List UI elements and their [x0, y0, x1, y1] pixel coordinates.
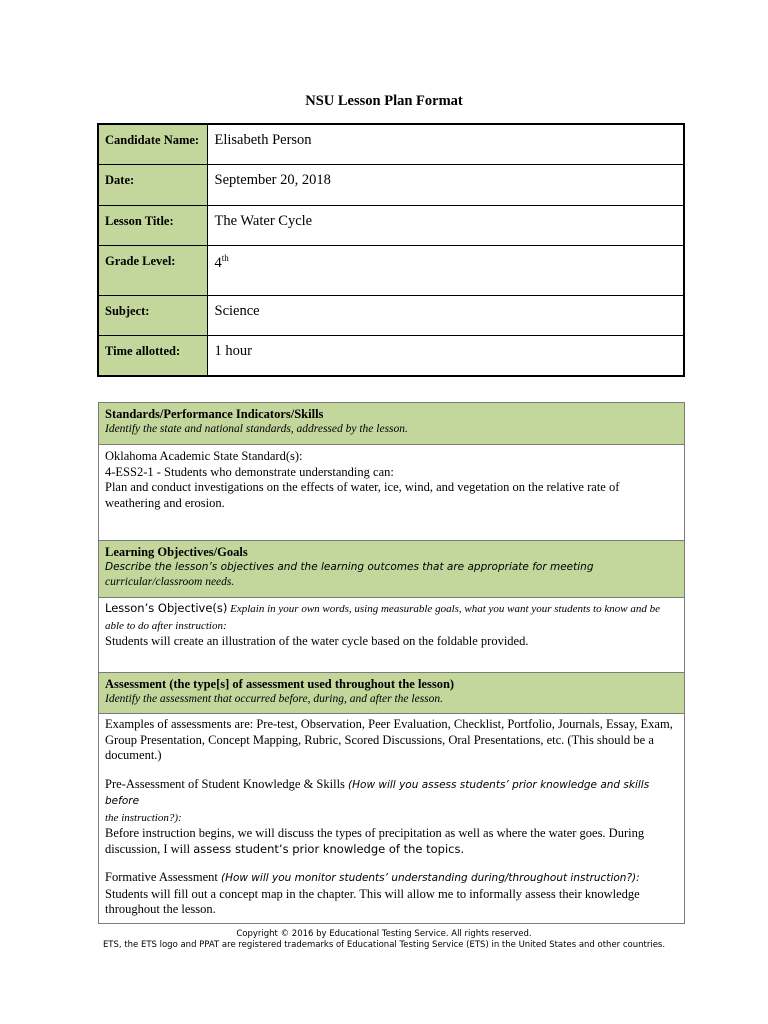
objectives-subtitle-b: curricular/classroom needs. — [105, 576, 235, 588]
trademark-line: ETS, the ETS logo and PPAT are registered trademarks of Educational Testing Service (ETS) in the United States and other countries. — [102, 940, 666, 950]
objectives-header — [99, 541, 685, 598]
grade-number: 4 — [214, 254, 222, 271]
lesson-title-value: The Water Cycle — [207, 205, 684, 245]
standards-body — [99, 445, 685, 541]
candidate-row — [98, 124, 684, 164]
objectives-body — [99, 598, 685, 673]
objectives-title: Learning Objectives/Goals — [105, 545, 248, 559]
date-row — [98, 164, 684, 205]
standards-subtitle: Identify the state and national standards, addressed by the lesson. — [105, 423, 408, 435]
objective-text: Students will create an illustration of the water cycle based on the foldable provided. — [105, 634, 529, 648]
objectives-subtitle — [105, 560, 678, 592]
assessment-examples: Examples of assessments are: Pre-test, Observation, Peer Evaluation, Checklist, Portfolio, Journals, Essay, Exam, Group Presentation, Concept Mapping, Rubric, Scored Discussions, Oral Presentations, etc. (This should be a document.) — [105, 717, 673, 762]
pre-assessment-text — [105, 826, 678, 857]
lesson-title-row — [98, 205, 684, 245]
formative-text: Students will fill out a concept map in the chapter. This will allow me to informally assess their knowledge throughout the lesson. — [105, 886, 640, 916]
assessment-header-row — [99, 673, 685, 714]
time-allotted-row — [98, 335, 684, 376]
standards-title: Standards/Performance Indicators/Skills — [105, 407, 324, 421]
subject-value: Science — [207, 295, 684, 335]
formative-prompt: (How will you monitor students’ understanding during/throughout instruction?): — [220, 872, 640, 884]
assessment-body — [99, 714, 685, 924]
formative-paragraph — [105, 870, 678, 887]
objectives-body-row — [99, 598, 685, 673]
candidate-name-value: Elisabeth Person — [207, 124, 684, 164]
page-title: NSU Lesson Plan Format — [305, 93, 463, 109]
date-value: September 20, 2018 — [207, 164, 684, 205]
standards-header — [99, 403, 685, 445]
grade-level-row — [98, 245, 684, 295]
objectives-subtitle-a: Describe the lesson’s objectives and the learning outcomes that are appropriate for meeting — [105, 561, 594, 573]
standards-line-1: Oklahoma Academic State Standard(s): — [105, 449, 303, 463]
objective-prompt: Explain in your own words, using measurable goals, what you want your students to know and be able to do after instruction: — [105, 603, 660, 632]
pre-assessment-paragraph — [105, 777, 678, 827]
candidate-name-label: Candidate Name: — [98, 124, 207, 164]
lesson-plan-table — [98, 402, 685, 924]
objective-label: Lesson’s Objective(s) — [105, 601, 228, 615]
pre-assessment-text-a: Before instruction begins, we will discuss the types of precipitation as well as where the water goes. During discussion, I will — [105, 826, 645, 856]
lesson-title-label: Lesson Title: — [98, 205, 207, 245]
objectives-header-row — [99, 541, 685, 598]
pre-assessment-prompt-a: (How will you assess students’ prior knowledge and skills before — [105, 778, 650, 807]
subject-row — [98, 295, 684, 335]
standards-line-2: 4-ESS2-1 - Students who demonstrate understanding can: — [105, 464, 394, 479]
pre-assessment-prompt-b: the instruction?): — [105, 811, 182, 824]
grade-level-value — [207, 245, 684, 295]
time-allotted-label: Time allotted: — [98, 335, 207, 376]
assessment-title: Assessment (the type[s] of assessment used throughout the lesson) — [105, 677, 455, 691]
time-allotted-value: 1 hour — [207, 335, 684, 376]
candidate-info-table — [97, 123, 685, 377]
subject-label: Subject: — [98, 295, 207, 335]
pre-assessment-label: Pre-Assessment of Student Knowledge & Skills — [105, 776, 349, 791]
standards-body-row — [99, 445, 685, 541]
standards-line-3: Plan and conduct investigations on the effects of water, ice, wind, and vegetation on the relative rate of weathering and erosion. — [105, 480, 620, 510]
date-label: Date: — [98, 164, 207, 205]
assessment-header — [99, 673, 685, 714]
copyright-line: Copyright © 2016 by Educational Testing Service. All rights reserved. — [236, 929, 532, 939]
assessment-body-row — [99, 714, 685, 924]
assessment-subtitle: Identify the assessment that occurred before, during, and after the lesson. — [105, 693, 444, 705]
standards-header-row — [99, 403, 685, 445]
objective-prompt-paragraph — [105, 601, 678, 634]
grade-level-label: Grade Level: — [98, 245, 207, 295]
grade-suffix: th — [221, 252, 229, 263]
pre-assessment-text-b: assess student’s prior knowledge of the topics. — [193, 841, 465, 856]
formative-label: Formative Assessment — [105, 870, 221, 884]
